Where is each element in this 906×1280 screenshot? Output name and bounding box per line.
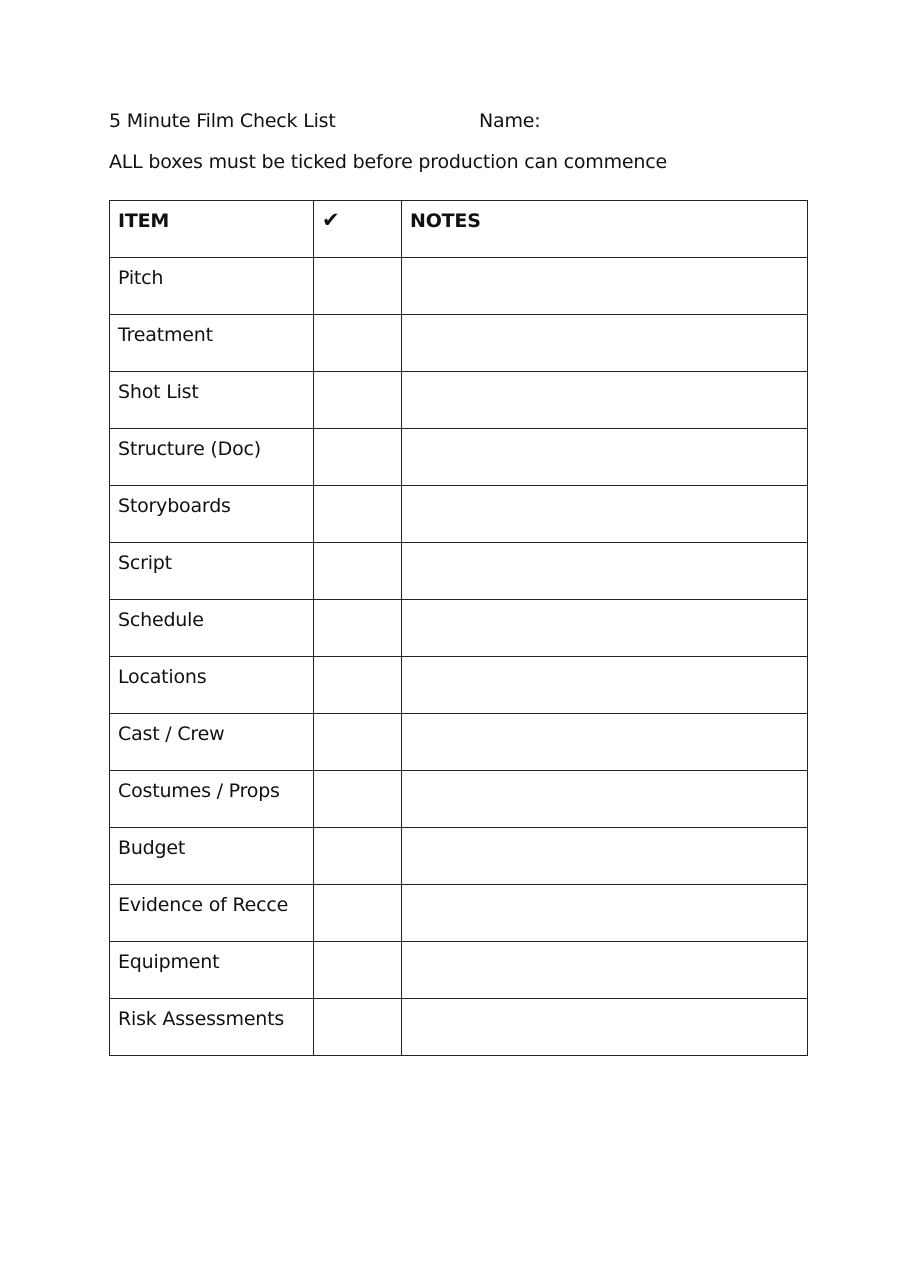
- notes-cell[interactable]: [402, 714, 808, 771]
- item-cell: [110, 429, 314, 486]
- check-value: [322, 885, 393, 894]
- notes-value: [410, 999, 799, 1008]
- check-value: [322, 942, 393, 951]
- notes-value: [410, 258, 799, 267]
- table-row: [110, 543, 808, 600]
- notes-cell[interactable]: [402, 657, 808, 714]
- table-row: [110, 999, 808, 1056]
- column-header-notes: [402, 201, 808, 258]
- notes-cell[interactable]: [402, 429, 808, 486]
- item-label: Risk Assessments: [118, 1008, 285, 1030]
- item-label: Costumes / Props: [118, 780, 280, 802]
- item-cell: [110, 486, 314, 543]
- check-value: [322, 315, 393, 324]
- name-label: Name:: [479, 110, 541, 132]
- check-box-cell[interactable]: [314, 600, 402, 657]
- check-value: [322, 771, 393, 780]
- check-box-cell[interactable]: [314, 372, 402, 429]
- item-cell: [110, 372, 314, 429]
- check-value: [322, 429, 393, 438]
- check-value: [322, 543, 393, 552]
- notes-value: [410, 486, 799, 495]
- notes-value: [410, 372, 799, 381]
- notes-cell[interactable]: [402, 600, 808, 657]
- item-label: Script: [118, 552, 172, 574]
- checklist-table: [109, 200, 808, 1056]
- table-row: [110, 315, 808, 372]
- notes-cell[interactable]: [402, 258, 808, 315]
- notes-cell[interactable]: [402, 543, 808, 600]
- check-value: [322, 999, 393, 1008]
- table-row: [110, 429, 808, 486]
- item-cell: [110, 942, 314, 999]
- notes-value: [410, 942, 799, 951]
- item-label: Pitch: [118, 267, 164, 289]
- notes-value: [410, 315, 799, 324]
- table-row: [110, 771, 808, 828]
- notes-value: [410, 429, 799, 438]
- notes-cell[interactable]: [402, 372, 808, 429]
- table-row: [110, 600, 808, 657]
- notes-value: [410, 657, 799, 666]
- notes-cell[interactable]: [402, 828, 808, 885]
- check-box-cell[interactable]: [314, 771, 402, 828]
- item-label: Schedule: [118, 609, 204, 631]
- table-header-row: [110, 201, 808, 258]
- column-header-item-label: ITEM: [118, 210, 170, 232]
- item-cell: [110, 771, 314, 828]
- table-row: [110, 657, 808, 714]
- check-value: [322, 372, 393, 381]
- item-cell: [110, 714, 314, 771]
- item-cell: [110, 828, 314, 885]
- check-box-cell[interactable]: [314, 714, 402, 771]
- table-row: [110, 942, 808, 999]
- item-label: Cast / Crew: [118, 723, 225, 745]
- table-row: [110, 258, 808, 315]
- item-cell: [110, 258, 314, 315]
- column-header-notes-label: NOTES: [410, 210, 481, 232]
- column-header-item: [110, 201, 314, 258]
- check-box-cell[interactable]: [314, 315, 402, 372]
- notes-value: [410, 771, 799, 780]
- notes-value: [410, 600, 799, 609]
- item-label: Shot List: [118, 381, 199, 403]
- table-row: [110, 372, 808, 429]
- item-label: Equipment: [118, 951, 220, 973]
- notes-value: [410, 828, 799, 837]
- item-cell: [110, 543, 314, 600]
- notes-value: [410, 543, 799, 552]
- check-box-cell[interactable]: [314, 942, 402, 999]
- document-header: [109, 110, 809, 138]
- item-label: Evidence of Recce: [118, 894, 289, 916]
- check-box-cell[interactable]: [314, 486, 402, 543]
- table-row: [110, 486, 808, 543]
- check-value: [322, 714, 393, 723]
- item-cell: [110, 657, 314, 714]
- item-cell: [110, 600, 314, 657]
- checkmark-icon: ✔: [322, 208, 340, 232]
- notes-value: [410, 885, 799, 894]
- check-box-cell[interactable]: [314, 885, 402, 942]
- table-row: [110, 828, 808, 885]
- item-label: Budget: [118, 837, 186, 859]
- check-box-cell[interactable]: [314, 999, 402, 1056]
- notes-cell[interactable]: [402, 486, 808, 543]
- item-label: Storyboards: [118, 495, 231, 517]
- item-label: Structure (Doc): [118, 438, 261, 460]
- notes-value: [410, 714, 799, 723]
- check-value: [322, 258, 393, 267]
- notes-cell[interactable]: [402, 885, 808, 942]
- table-row: [110, 714, 808, 771]
- document-title: 5 Minute Film Check List: [109, 110, 336, 132]
- notes-cell[interactable]: [402, 315, 808, 372]
- check-box-cell[interactable]: [314, 657, 402, 714]
- check-value: [322, 828, 393, 837]
- table-row: [110, 885, 808, 942]
- check-box-cell[interactable]: [314, 828, 402, 885]
- check-box-cell[interactable]: [314, 429, 402, 486]
- item-cell: [110, 999, 314, 1056]
- item-label: Treatment: [118, 324, 213, 346]
- item-cell: [110, 885, 314, 942]
- check-value: [322, 657, 393, 666]
- check-value: [322, 600, 393, 609]
- item-label: Locations: [118, 666, 207, 688]
- column-header-check: [314, 201, 402, 258]
- check-value: [322, 486, 393, 495]
- item-cell: [110, 315, 314, 372]
- check-box-cell[interactable]: [314, 543, 402, 600]
- notes-cell[interactable]: [402, 942, 808, 999]
- instruction-text: ALL boxes must be ticked before production can commence: [109, 151, 667, 173]
- notes-cell[interactable]: [402, 999, 808, 1056]
- check-box-cell[interactable]: [314, 258, 402, 315]
- notes-cell[interactable]: [402, 771, 808, 828]
